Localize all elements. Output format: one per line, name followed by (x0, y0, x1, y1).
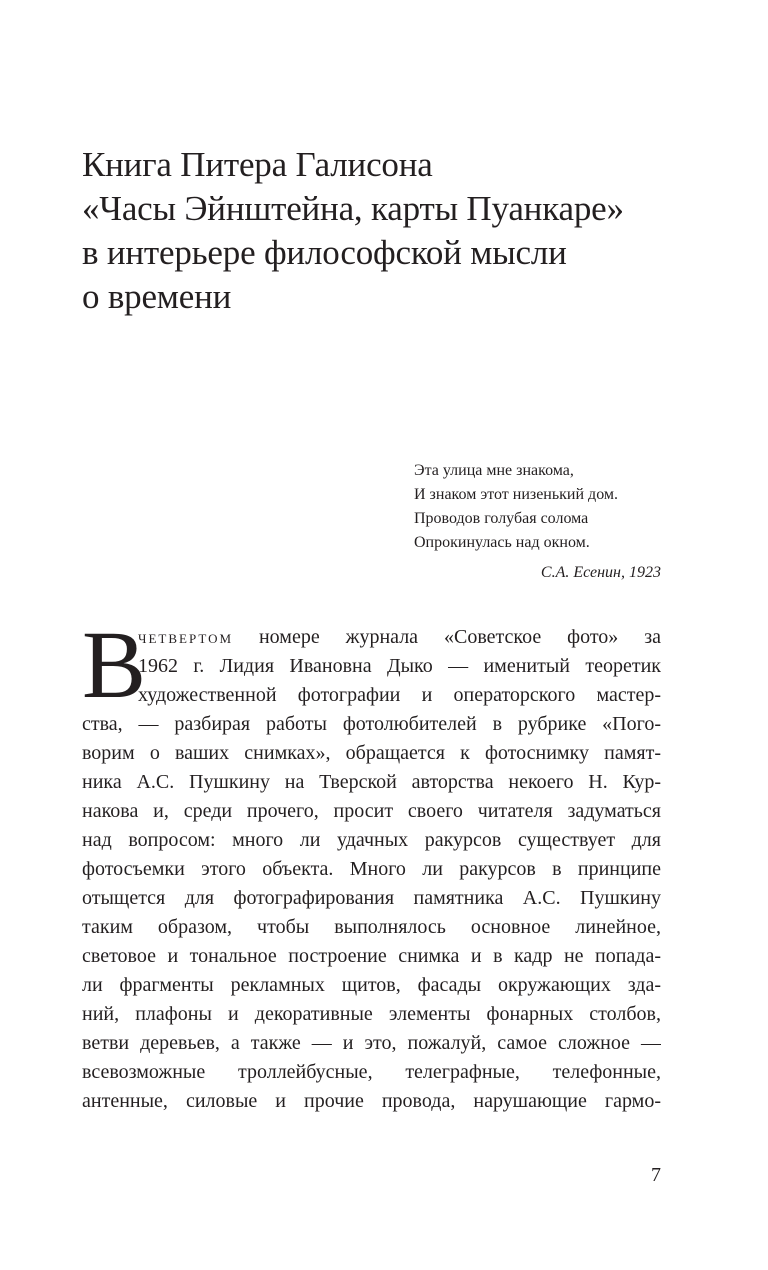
epigraph-attribution: С.А. Есенин, 1923 (540, 564, 661, 581)
paragraph-line: ветви деревьев, а также — и это, пожалуй, самое сложное — (82, 1032, 661, 1054)
paragraph-line: световое и тональное построение снимка и в кадр не попада- (82, 945, 661, 967)
chapter-title (82, 143, 682, 319)
chapter-title-line: Книга Питера Галисона (82, 145, 433, 184)
epigraph-verse-line: Опрокинулась над окном. (414, 534, 590, 551)
paragraph-line: ника А.С. Пушкину на Тверской авторства некоего Н. Кур- (82, 771, 661, 793)
paragraph-line (82, 623, 661, 652)
drop-cap: В (82, 611, 147, 718)
epigraph-verse-line: И знаком этот низенький дом. (414, 486, 619, 503)
lead-smallcaps: четвертом (138, 627, 234, 648)
paragraph-line: ний, плафоны и декоративные элементы фонарных столбов, (82, 1003, 661, 1025)
chapter-title-line: в интерьере философской мысли (82, 233, 567, 272)
paragraph-line: ли фрагменты рекламных щитов, фасады окружающих зда- (82, 974, 661, 996)
page-number: 7 (651, 1164, 661, 1186)
paragraph-line: художественной фотографии и операторского мастер- (138, 684, 661, 706)
paragraph-line: накова и, среди прочего, просит своего читателя задуматься (82, 800, 661, 822)
paragraph-line: таким образом, чтобы выполнялось основное линейное, (82, 916, 661, 938)
epigraph-verse-line: Эта улица мне знакома, (414, 462, 574, 479)
paragraph-line: всевозможные троллейбусные, телеграфные, телефонные, (82, 1061, 661, 1083)
epigraph-verse-line: Проводов голубая солома (414, 510, 589, 527)
body-paragraph (82, 623, 661, 1116)
paragraph-line: над вопросом: много ли удачных ракурсов существует для (82, 829, 661, 851)
first-line-rest: номере журнала «Советское фото» за (233, 626, 661, 648)
chapter-title-line: о времени (82, 277, 232, 316)
paragraph-line: фотосъемки этого объекта. Много ли ракурсов в принципе (82, 858, 661, 880)
chapter-title-line: «Часы Эйнштейна, карты Пуанкаре» (82, 189, 624, 228)
paragraph-line: антенные, силовые и прочие провода, нарушающие гармо- (82, 1090, 661, 1112)
paragraph-line: ства, — разбирая работы фотолюбителей в рубрике «Пого- (82, 713, 661, 735)
paragraph-line: ворим о ваших снимках», обращается к фотоснимку памят- (82, 742, 661, 764)
paragraph-line: 1962 г. Лидия Ивановна Дыко — именитый теоретик (138, 655, 661, 677)
epigraph (414, 459, 664, 585)
paragraph-line: отыщется для фотографирования памятника А.С. Пушкину (82, 887, 661, 909)
